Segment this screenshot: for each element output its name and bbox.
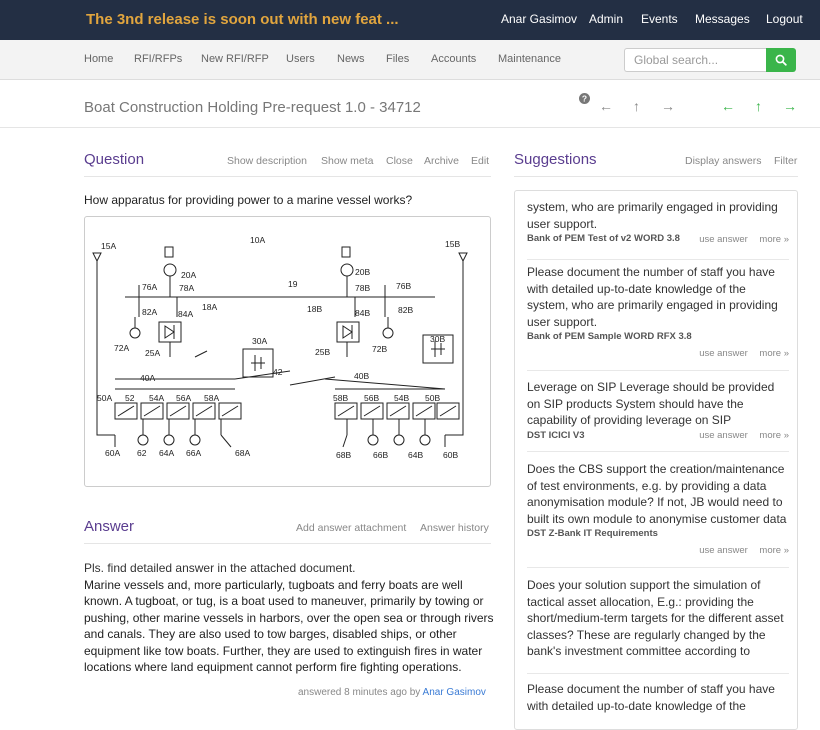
label-10a: 10A bbox=[250, 235, 266, 245]
label-76a: 76A bbox=[142, 282, 158, 292]
label-78a: 78A bbox=[179, 283, 195, 293]
admin-link[interactable]: Admin bbox=[589, 12, 624, 26]
search-button[interactable] bbox=[766, 48, 796, 72]
answer-heading: Answer bbox=[84, 518, 135, 535]
label-15a: 15A bbox=[101, 241, 117, 251]
answer-text: Marine vessels and, more particularly, tugboats and ferry boats are well known. A tugboat, or tug, is a boat used to maneuver, primarily by towing or pushing, other marine vessels in harbors, over the open sea or through rivers and canals. They are also used to tow barges, disabled ships, or other equipment like tow boats. Further, they are used to extinguish fires in water locations where land equipment cannot perform fire fighting operations. bbox=[84, 577, 494, 674]
label-30a: 30A bbox=[252, 336, 268, 346]
up-arrow-icon[interactable]: ↑ bbox=[633, 98, 640, 114]
suggestion-source: Bank of PEM Test of v2 WORD 3.8 bbox=[527, 233, 680, 244]
nav-maintenance[interactable]: Maintenance bbox=[498, 53, 561, 65]
label-52: 52 bbox=[125, 393, 135, 403]
label-76b: 76B bbox=[396, 281, 412, 291]
more-link[interactable]: more » bbox=[759, 430, 789, 441]
answer-author-link[interactable]: Anar Gasimov bbox=[422, 687, 486, 698]
label-40a: 40A bbox=[140, 373, 156, 383]
answer-body bbox=[84, 560, 494, 676]
label-82b: 82B bbox=[398, 305, 414, 315]
label-54a: 54A bbox=[149, 393, 165, 403]
user-menu-link[interactable]: Anar Gasimov bbox=[501, 12, 578, 26]
question-heading: Question bbox=[84, 151, 145, 168]
label-56b: 56B bbox=[364, 393, 380, 403]
suggestions-panel[interactable] bbox=[514, 190, 798, 730]
nav-rfi-rfps[interactable]: RFI/RFPs bbox=[134, 53, 183, 65]
label-30b: 30B bbox=[430, 334, 446, 344]
next-arrow-icon[interactable]: → bbox=[661, 98, 675, 114]
nav-files[interactable]: Files bbox=[386, 53, 410, 65]
more-link[interactable]: more » bbox=[759, 545, 789, 556]
label-64b: 64B bbox=[408, 450, 424, 460]
more-link[interactable]: more » bbox=[759, 348, 789, 359]
up-green-arrow-icon[interactable]: ↑ bbox=[755, 98, 762, 114]
close-link[interactable]: Close bbox=[386, 155, 413, 167]
label-60b: 60B bbox=[443, 450, 459, 460]
nav-users[interactable]: Users bbox=[286, 53, 315, 65]
suggestion-item bbox=[527, 681, 789, 714]
announcement-banner[interactable]: The 3nd release is soon out with new feat ... bbox=[86, 11, 399, 28]
label-15b: 15B bbox=[445, 239, 461, 249]
use-answer-link[interactable]: use answer bbox=[699, 348, 748, 359]
suggestion-source: DST Z-Bank IT Requirements bbox=[527, 528, 658, 539]
nav-news[interactable]: News bbox=[337, 53, 365, 65]
label-25b: 25B bbox=[315, 347, 331, 357]
label-72a: 72A bbox=[114, 343, 130, 353]
answer-meta bbox=[298, 687, 486, 698]
nav-new-rfi-rfp[interactable]: New RFI/RFP bbox=[201, 53, 269, 65]
label-78b: 78B bbox=[355, 283, 371, 293]
answer-meta-prefix: answered 8 minutes ago by bbox=[298, 687, 421, 698]
page-title: Boat Construction Holding Pre-request 1.0 - 34712 bbox=[84, 99, 421, 116]
label-40b: 40B bbox=[354, 371, 370, 381]
prev-arrow-icon[interactable]: ← bbox=[599, 98, 613, 114]
display-answers-link[interactable]: Display answers bbox=[685, 155, 762, 167]
suggestion-source: DST ICICI V3 bbox=[527, 429, 585, 441]
suggestion-text: Please document the number of staff you have with detailed up-to-date knowledge of the bbox=[527, 682, 775, 713]
suggestion-item bbox=[527, 461, 789, 556]
suggestion-text: Leverage on SIP Leverage should be provided on SIP products System should have the capability of providing leverage on SIP bbox=[527, 380, 775, 427]
label-50a: 50A bbox=[97, 393, 113, 403]
label-25a: 25A bbox=[145, 348, 161, 358]
label-60a: 60A bbox=[105, 448, 121, 458]
label-64a: 64A bbox=[159, 448, 175, 458]
use-answer-link[interactable]: use answer bbox=[699, 545, 748, 556]
suggestion-item bbox=[527, 264, 789, 359]
search-icon bbox=[775, 54, 787, 66]
edit-link[interactable]: Edit bbox=[471, 155, 490, 167]
nav-home[interactable]: Home bbox=[84, 53, 114, 65]
more-link[interactable]: more » bbox=[759, 234, 789, 245]
label-58a: 58A bbox=[204, 393, 220, 403]
archive-link[interactable]: Archive bbox=[424, 155, 460, 167]
label-50b: 50B bbox=[425, 393, 441, 403]
label-18b: 18B bbox=[307, 304, 323, 314]
label-68b: 68B bbox=[336, 450, 352, 460]
show-meta-link[interactable]: Show meta bbox=[321, 155, 374, 167]
answer-history-link[interactable]: Answer history bbox=[420, 522, 489, 534]
title-divider bbox=[0, 127, 820, 128]
label-20b: 20B bbox=[355, 267, 371, 277]
use-answer-link[interactable]: use answer bbox=[699, 430, 748, 441]
filter-link[interactable]: Filter bbox=[774, 155, 798, 167]
label-58b: 58B bbox=[333, 393, 349, 403]
add-answer-attachment-link[interactable]: Add answer attachment bbox=[296, 522, 407, 534]
suggestion-source: Bank of PEM Sample WORD RFX 3.8 bbox=[527, 331, 692, 342]
label-42: 42 bbox=[273, 367, 283, 377]
prev-green-arrow-icon[interactable]: ← bbox=[721, 98, 735, 114]
question-text: How apparatus for providing power to a marine vessel works? bbox=[84, 193, 413, 207]
label-66b: 66B bbox=[373, 450, 389, 460]
use-answer-link[interactable]: use answer bbox=[699, 234, 748, 245]
label-68a: 68A bbox=[235, 448, 251, 458]
suggestion-item bbox=[527, 577, 789, 660]
suggestion-item bbox=[527, 379, 789, 441]
top-bar bbox=[0, 0, 820, 40]
messages-link[interactable]: Messages bbox=[695, 12, 750, 26]
label-19: 19 bbox=[288, 279, 298, 289]
next-green-arrow-icon[interactable]: → bbox=[783, 98, 797, 114]
events-link[interactable]: Events bbox=[641, 12, 678, 26]
label-72b: 72B bbox=[372, 344, 388, 354]
suggestions-heading: Suggestions bbox=[514, 151, 597, 168]
label-82a: 82A bbox=[142, 307, 158, 317]
logout-link[interactable]: Logout bbox=[766, 12, 803, 26]
label-56a: 56A bbox=[176, 393, 192, 403]
svg-text:?: ? bbox=[581, 93, 588, 104]
suggestion-text: Does your solution support the simulation of tactical asset allocation, E.g.: providing the short/medium-term targets for the different asset classes? These are regularly changed by the bank's investment committee according to bbox=[527, 578, 784, 658]
suggestion-text: system, who are primarily engaged in providing user support. bbox=[527, 200, 778, 231]
nav-accounts[interactable]: Accounts bbox=[431, 53, 477, 65]
question-diagram bbox=[84, 216, 491, 487]
suggestion-text: Please document the number of staff you have with detailed up-to-date knowledge of the system, who are primarily engaged in providing user support. bbox=[527, 265, 778, 329]
label-62: 62 bbox=[137, 448, 147, 458]
label-20a: 20A bbox=[181, 270, 197, 280]
global-search-input[interactable] bbox=[624, 48, 766, 72]
show-description-link[interactable]: Show description bbox=[227, 155, 307, 167]
suggestion-item bbox=[527, 199, 789, 244]
label-84a: 84A bbox=[178, 309, 194, 319]
answer-lead: Pls. find detailed answer in the attached document. bbox=[84, 561, 356, 575]
question-circle-icon[interactable] bbox=[579, 93, 590, 104]
label-54b: 54B bbox=[394, 393, 410, 403]
label-66a: 66A bbox=[186, 448, 202, 458]
label-18a: 18A bbox=[202, 302, 218, 312]
label-84b: 84B bbox=[355, 308, 371, 318]
suggestion-text: Does the CBS support the creation/maintenance of test environments, e.g. by providing a data anonymisation module? If not, JB would need to built its own module to anonymise customer data bbox=[527, 462, 787, 526]
